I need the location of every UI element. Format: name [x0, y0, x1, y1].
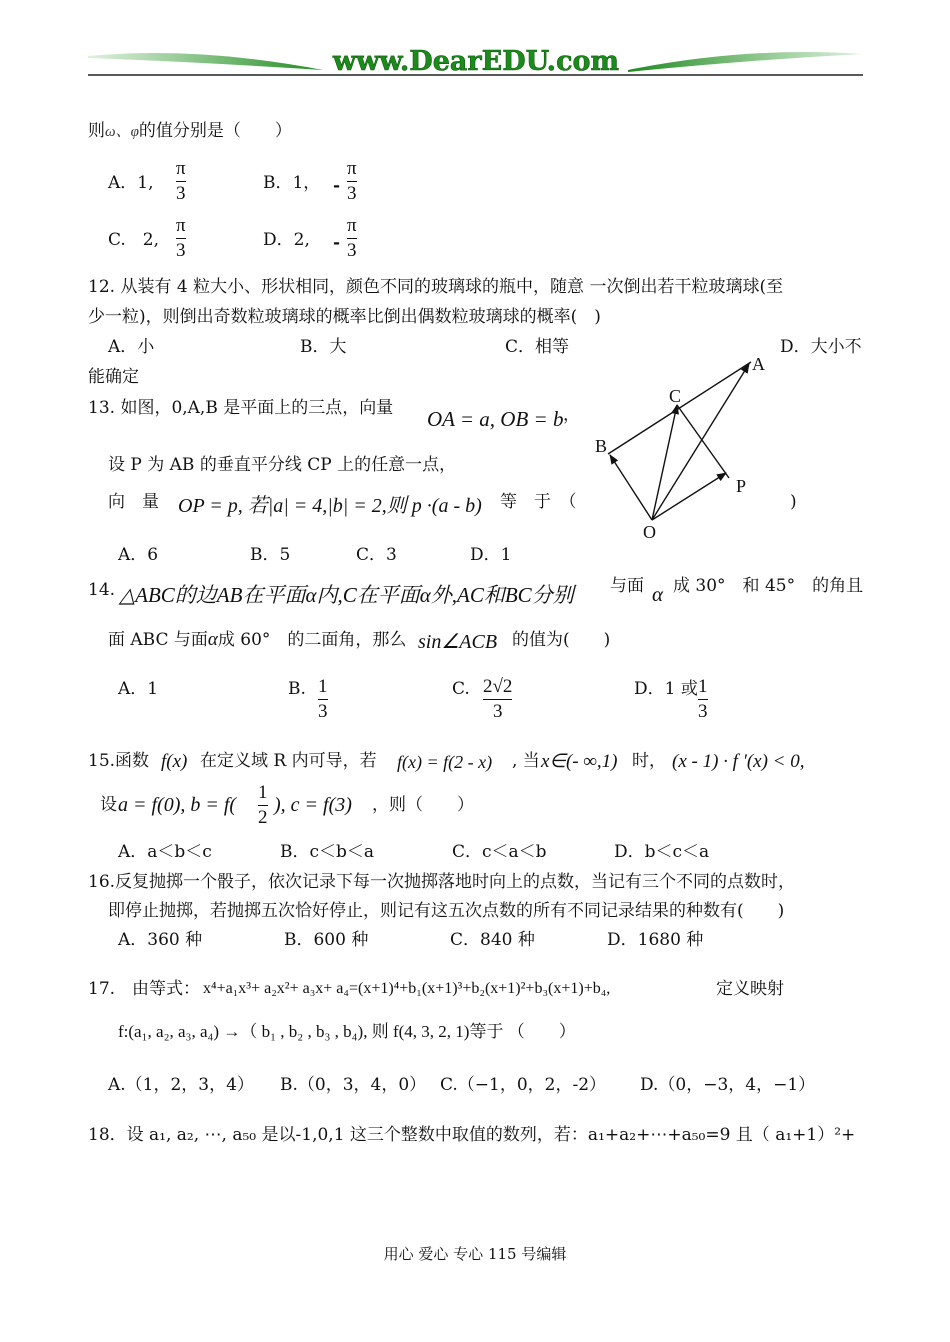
q11-option-d: D．2,	[263, 230, 310, 250]
q16-line2: 即停止抛掷，若抛掷五次恰好停止，则记有这五次点数的所有不同记录结果的种数有( )	[108, 901, 785, 921]
site-name: www.DearEDU.com	[332, 46, 620, 77]
vector-op	[652, 473, 726, 520]
q14-tail1: 与面	[610, 576, 644, 596]
q15-mid: 在定义域 R 内可导，若	[200, 751, 377, 771]
q11-neg-b: -	[333, 176, 341, 196]
q13-line3b: 等 于 （	[500, 492, 577, 512]
q12-line1: 12. 从装有 4 粒大小、形状相同，颜色不同的玻璃球的瓶中，随意 一次倒出若干粒玻璃球(至	[88, 277, 784, 297]
q13-option-c: C．3	[356, 545, 397, 565]
q15-mid3: 时，	[632, 751, 666, 771]
q13-eq1: OA = a, OB = b	[427, 407, 564, 431]
vector-figure	[585, 350, 785, 545]
q14-line2a: 面 ABC 与面α成 60° 的二面角，那么	[108, 629, 407, 650]
footer: 用心 爱心 专心 115 号编辑	[383, 1245, 567, 1263]
q15-eq2: x∈(- ∞,1)	[541, 751, 618, 772]
q15-option-c: C．c＜a＜b	[452, 842, 547, 862]
vector-oa	[652, 364, 749, 520]
q17-option-d: D.（0，−3，4，−1）	[640, 1075, 816, 1095]
q15-eq4b: ), c = f(3)	[274, 794, 352, 816]
q17-eq: x⁴+a₁x³+ a₂x²+ a₃x+ a₄=(x+1)⁴+b₁(x+1)³+b₂(x+1)²+b₃(x+1)+b₄,	[203, 980, 611, 997]
vector-ob	[610, 455, 652, 520]
q18-line1: 18．设 a₁, a₂, ⋯, a₅₀ 是以-1,0,1 这三个整数中取值的数列，若：a₁+a₂+⋯+a₅₀=9 且（ a₁+1）²+	[88, 1125, 856, 1145]
q14-eq: △ABC的边AB在平面α内,C在平面α外,AC和BC分别	[119, 583, 574, 607]
q14-tail2: 成 30° 和 45° 的角且	[673, 576, 864, 596]
q15-half: 1 2	[258, 782, 268, 828]
q15-line2b: ，则（ ）	[372, 795, 474, 815]
label-o: O	[643, 522, 656, 542]
q13-line1: 13. 如图，0,A,B 是平面上的三点，向量	[88, 398, 394, 418]
q13-option-d: D．1	[470, 545, 512, 565]
q12-option-b: B．大	[300, 337, 347, 357]
q11-fraction-d: π 3	[347, 215, 357, 261]
q14-option-a: A．1	[118, 679, 159, 699]
q11-fraction-c: π 3	[176, 215, 186, 261]
q15-option-d: D．b＜c＜a	[614, 842, 710, 862]
q14-option-c: C.	[452, 679, 470, 699]
label-p: P	[736, 476, 747, 496]
q14-fraction-c: 2√2 3	[483, 676, 513, 722]
q17-option-c: C.（−1，0，2，-2）	[440, 1075, 607, 1095]
q17-option-a: A.（1，2，3，4）	[108, 1075, 254, 1095]
q16-option-b: B．600 种	[284, 930, 369, 950]
q13-comma: ，	[563, 405, 580, 425]
q12-option-c: C．相等	[505, 337, 570, 357]
q15-mid2: , 当	[512, 751, 540, 771]
q11-option-a: A．1,	[108, 173, 154, 193]
q17-line2: f:(a₁, a₂, a₃, a₄) →（ b₁ , b₂ , b₃ , b₄), 则 f(4, 3, 2, 1)等于 （ ）	[118, 1022, 576, 1041]
q13-line2: 设 P 为 AB 的垂直平分线 CP 上的任意一点，	[108, 455, 457, 475]
q14-num: 14.	[88, 580, 116, 600]
q15-eq1: f(x) = f(2 - x)	[397, 752, 493, 772]
q14-fraction-d: 1 3	[698, 676, 708, 722]
q13-paren: )	[790, 492, 797, 512]
q12-cont: 能确定	[88, 367, 139, 387]
q14-fraction-b: 1 3	[318, 676, 328, 722]
q12-line2: 少一粒)，则倒出奇数粒玻璃球的概率比倒出偶数粒玻璃球的概率( )	[88, 307, 601, 327]
label-a: A	[752, 354, 765, 374]
q11-option-c: C. 2,	[108, 230, 160, 250]
q15-num: 15.函数	[88, 751, 150, 771]
q11-fraction-a: π 3	[176, 158, 186, 204]
label-c: C	[669, 386, 682, 406]
q12-option-a: A．小	[108, 337, 155, 357]
q16-line1: 16.反复抛掷一个骰子，依次记录下每一次抛掷落地时向上的点数，当记有三个不同的点数时，	[88, 872, 796, 892]
q11-fraction-b: π 3	[347, 158, 357, 204]
q13-option-b: B．5	[250, 545, 291, 565]
q14-line2c: 的值为( )	[512, 630, 611, 650]
q17-tail: 定义映射	[716, 979, 784, 999]
q15-eq4a: a = f(0), b = f(	[118, 794, 237, 816]
q15-eq3: (x - 1) · f ′(x) < 0,	[672, 751, 805, 772]
q16-option-a: A．360 种	[118, 930, 203, 950]
q14-alpha: α	[652, 582, 664, 606]
q17-num: 17. 由等式：	[88, 979, 201, 999]
q15-fx: f(x)	[161, 751, 188, 772]
q16-option-d: D．1680 种	[607, 930, 704, 950]
q14-sin: sin∠ACB	[418, 631, 498, 653]
label-b: B	[595, 436, 608, 456]
header-logo	[88, 36, 863, 80]
q13-eq2: OP = p, 若|a| = 4,|b| = 2,则 p ·(a - b)	[178, 495, 482, 517]
vector-oc	[652, 405, 677, 520]
q15-option-a: A．a＜b＜c	[118, 842, 212, 862]
q14-option-b: B.	[288, 679, 306, 699]
q15-option-b: B．c＜b＜a	[280, 842, 375, 862]
q13-line3a: 向 量	[108, 492, 159, 512]
q15-line2a: 设	[100, 795, 117, 815]
q13-option-a: A．6	[118, 545, 159, 565]
q12-option-d: D．大小不	[780, 337, 862, 357]
q16-option-c: C．840 种	[450, 930, 535, 950]
q11-stem: 则ω、φ的值分别是（ ）	[88, 121, 292, 141]
q17-option-b: B.（0，3，4，0）	[280, 1075, 427, 1095]
q11-neg-d: -	[333, 233, 341, 253]
q11-option-b: B．1，	[263, 173, 321, 193]
q14-option-d: D．1 或	[634, 679, 698, 699]
